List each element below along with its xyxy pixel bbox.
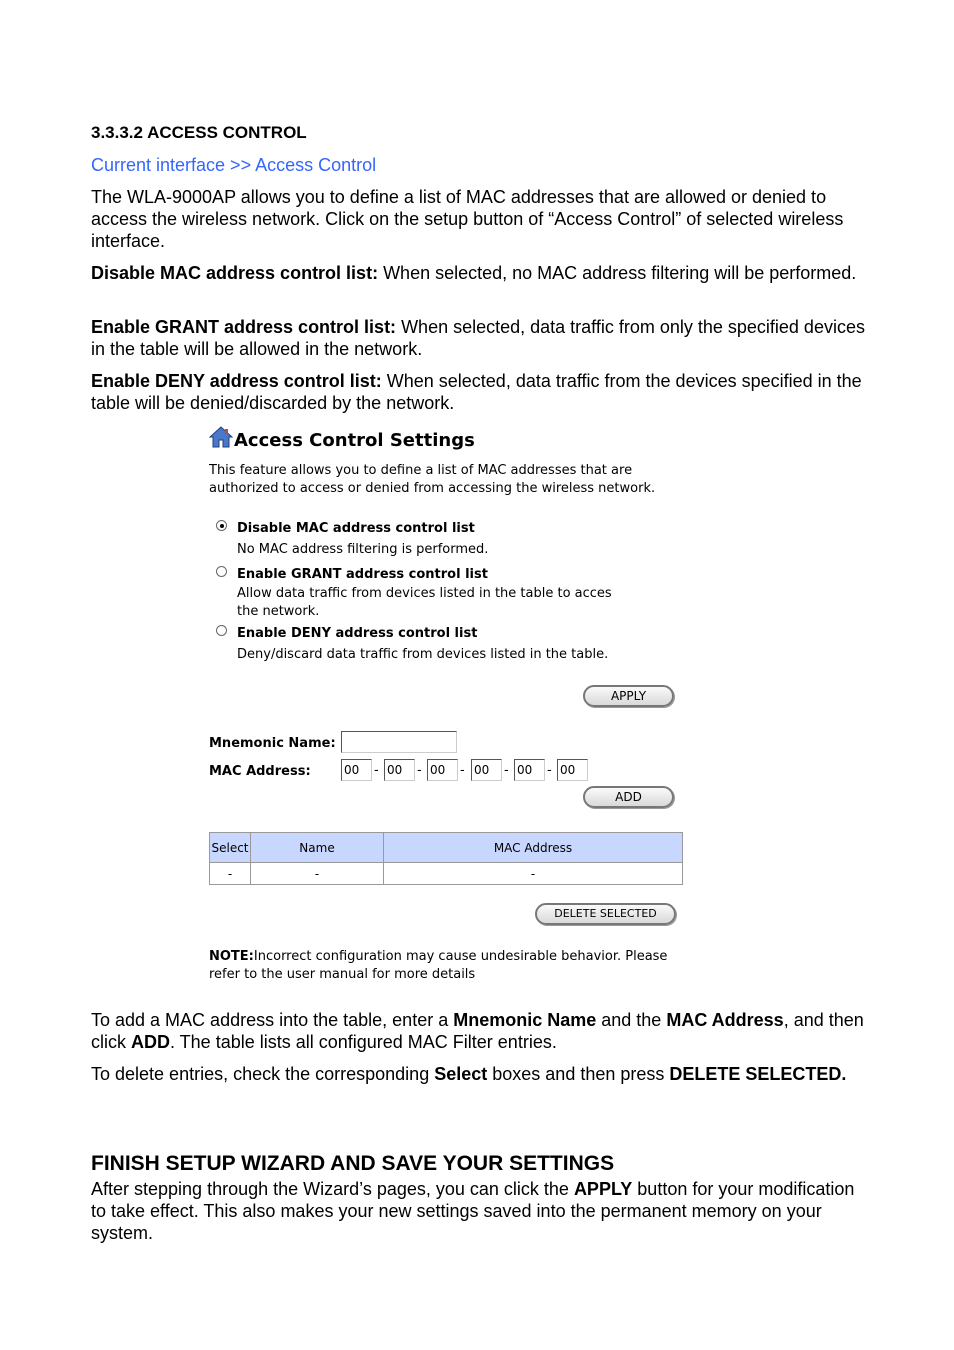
access-control-screenshot — [206, 424, 700, 990]
add-button[interactable]: ADD — [583, 786, 674, 808]
table-cell-select: - — [210, 863, 251, 885]
text-run: , and then click — [91, 1010, 864, 1052]
screenshot-title: Access Control Settings — [234, 430, 475, 451]
radio-grant[interactable] — [216, 566, 227, 577]
table-cell-mac: - — [384, 863, 683, 885]
add-instructions — [91, 1009, 866, 1053]
text-bold: DELETE SELECTED. — [669, 1064, 847, 1084]
finish-paragraph — [91, 1178, 866, 1244]
mac-octet-5[interactable] — [514, 759, 545, 781]
note-label: NOTE: — [209, 949, 254, 964]
table-header-mac: MAC Address — [384, 833, 683, 863]
definition-text: When selected, no MAC address filtering will be performed. — [378, 263, 857, 283]
option-label-grant: Enable GRANT address control list — [237, 567, 488, 582]
table-row — [210, 863, 683, 885]
definition-term: Disable MAC address control list: — [91, 263, 379, 283]
table-cell-name: - — [251, 863, 384, 885]
option-label-disable: Disable MAC address control list — [237, 521, 475, 536]
mac-octet-6[interactable] — [557, 759, 588, 781]
breadcrumb[interactable]: Current interface >> Access Control — [91, 155, 377, 175]
mnemonic-label: Mnemonic Name: — [209, 736, 336, 751]
finish-heading: FINISH SETUP WIZARD AND SAVE YOUR SETTINGS — [91, 1152, 615, 1175]
apply-button[interactable]: APPLY — [583, 685, 674, 707]
table-header-select: Select — [210, 833, 251, 863]
mac-separator: - — [547, 763, 552, 778]
mac-octet-1[interactable] — [341, 759, 372, 781]
text-bold: ADD — [131, 1032, 170, 1052]
definition-text: When selected, data traffic from the devices specified in the table will be denied/discarded by the network. — [91, 371, 862, 413]
text-run: After stepping through the Wizard’s pages, you can click the — [91, 1179, 574, 1199]
text-run: To delete entries, check the corresponding — [91, 1064, 435, 1084]
radio-deny[interactable] — [216, 625, 227, 636]
radio-disable[interactable] — [216, 520, 227, 531]
option-desc-deny: Deny/discard data traffic from devices listed in the table. — [237, 647, 609, 662]
definition-deny — [91, 370, 866, 414]
mac-separator: - — [417, 763, 422, 778]
option-desc-grant: Allow data traffic from devices listed in the table to acces the network. — [237, 586, 612, 619]
mac-separator: - — [374, 763, 379, 778]
option-desc-disable: No MAC address filtering is performed. — [237, 542, 489, 557]
text-bold: MAC Address — [666, 1010, 784, 1030]
option-label-deny: Enable DENY address control list — [237, 626, 478, 641]
text-run: button for your modification to take effect. This also makes your new settings saved into the permanent memory on your system. — [91, 1179, 855, 1243]
section-heading: 3.3.3.2 ACCESS CONTROL — [91, 123, 307, 142]
mac-label: MAC Address: — [209, 764, 311, 779]
mac-separator: - — [504, 763, 509, 778]
home-icon — [209, 426, 233, 448]
definition-term: Enable DENY address control list: — [91, 371, 382, 391]
note-text: Incorrect configuration may cause undesirable behavior. Please refer to the user manual for more details — [209, 949, 668, 982]
mac-octet-4[interactable] — [471, 759, 502, 781]
mac-filter-table — [209, 832, 683, 885]
mnemonic-name-input[interactable] — [341, 731, 457, 753]
text-bold: Mnemonic Name — [453, 1010, 597, 1030]
screenshot-intro: This feature allows you to define a list of MAC addresses that are authorized to access or denied from accessing the wireless network. — [209, 463, 656, 496]
delete-selected-button[interactable]: DELETE SELECTED — [535, 903, 676, 925]
text-bold: APPLY — [573, 1179, 633, 1199]
text-run: . The table lists all configured MAC Filter entries. — [170, 1032, 557, 1052]
mac-octet-3[interactable] — [427, 759, 458, 781]
text-run: boxes and then press — [487, 1064, 670, 1084]
text-bold: Select — [434, 1064, 488, 1084]
text-run: and the — [596, 1010, 667, 1030]
definition-term: Enable GRANT address control list: — [91, 317, 397, 337]
mac-separator: - — [460, 763, 465, 778]
definition-text: When selected, data traffic from only the specified devices in the table will be allowed in the network. — [91, 317, 865, 359]
note — [209, 948, 689, 984]
intro-paragraph: The WLA-9000AP allows you to define a list of MAC addresses that are allowed or denied to access the wireless network. Click on the setup button of “Access Control” of selected wireless interface. — [91, 187, 844, 251]
definition-grant — [91, 316, 866, 360]
definition-disable — [91, 262, 866, 284]
text-run: To add a MAC address into the table, enter a — [91, 1010, 454, 1030]
table-header-name: Name — [251, 833, 384, 863]
mac-octet-2[interactable] — [384, 759, 415, 781]
delete-instructions — [91, 1063, 866, 1085]
